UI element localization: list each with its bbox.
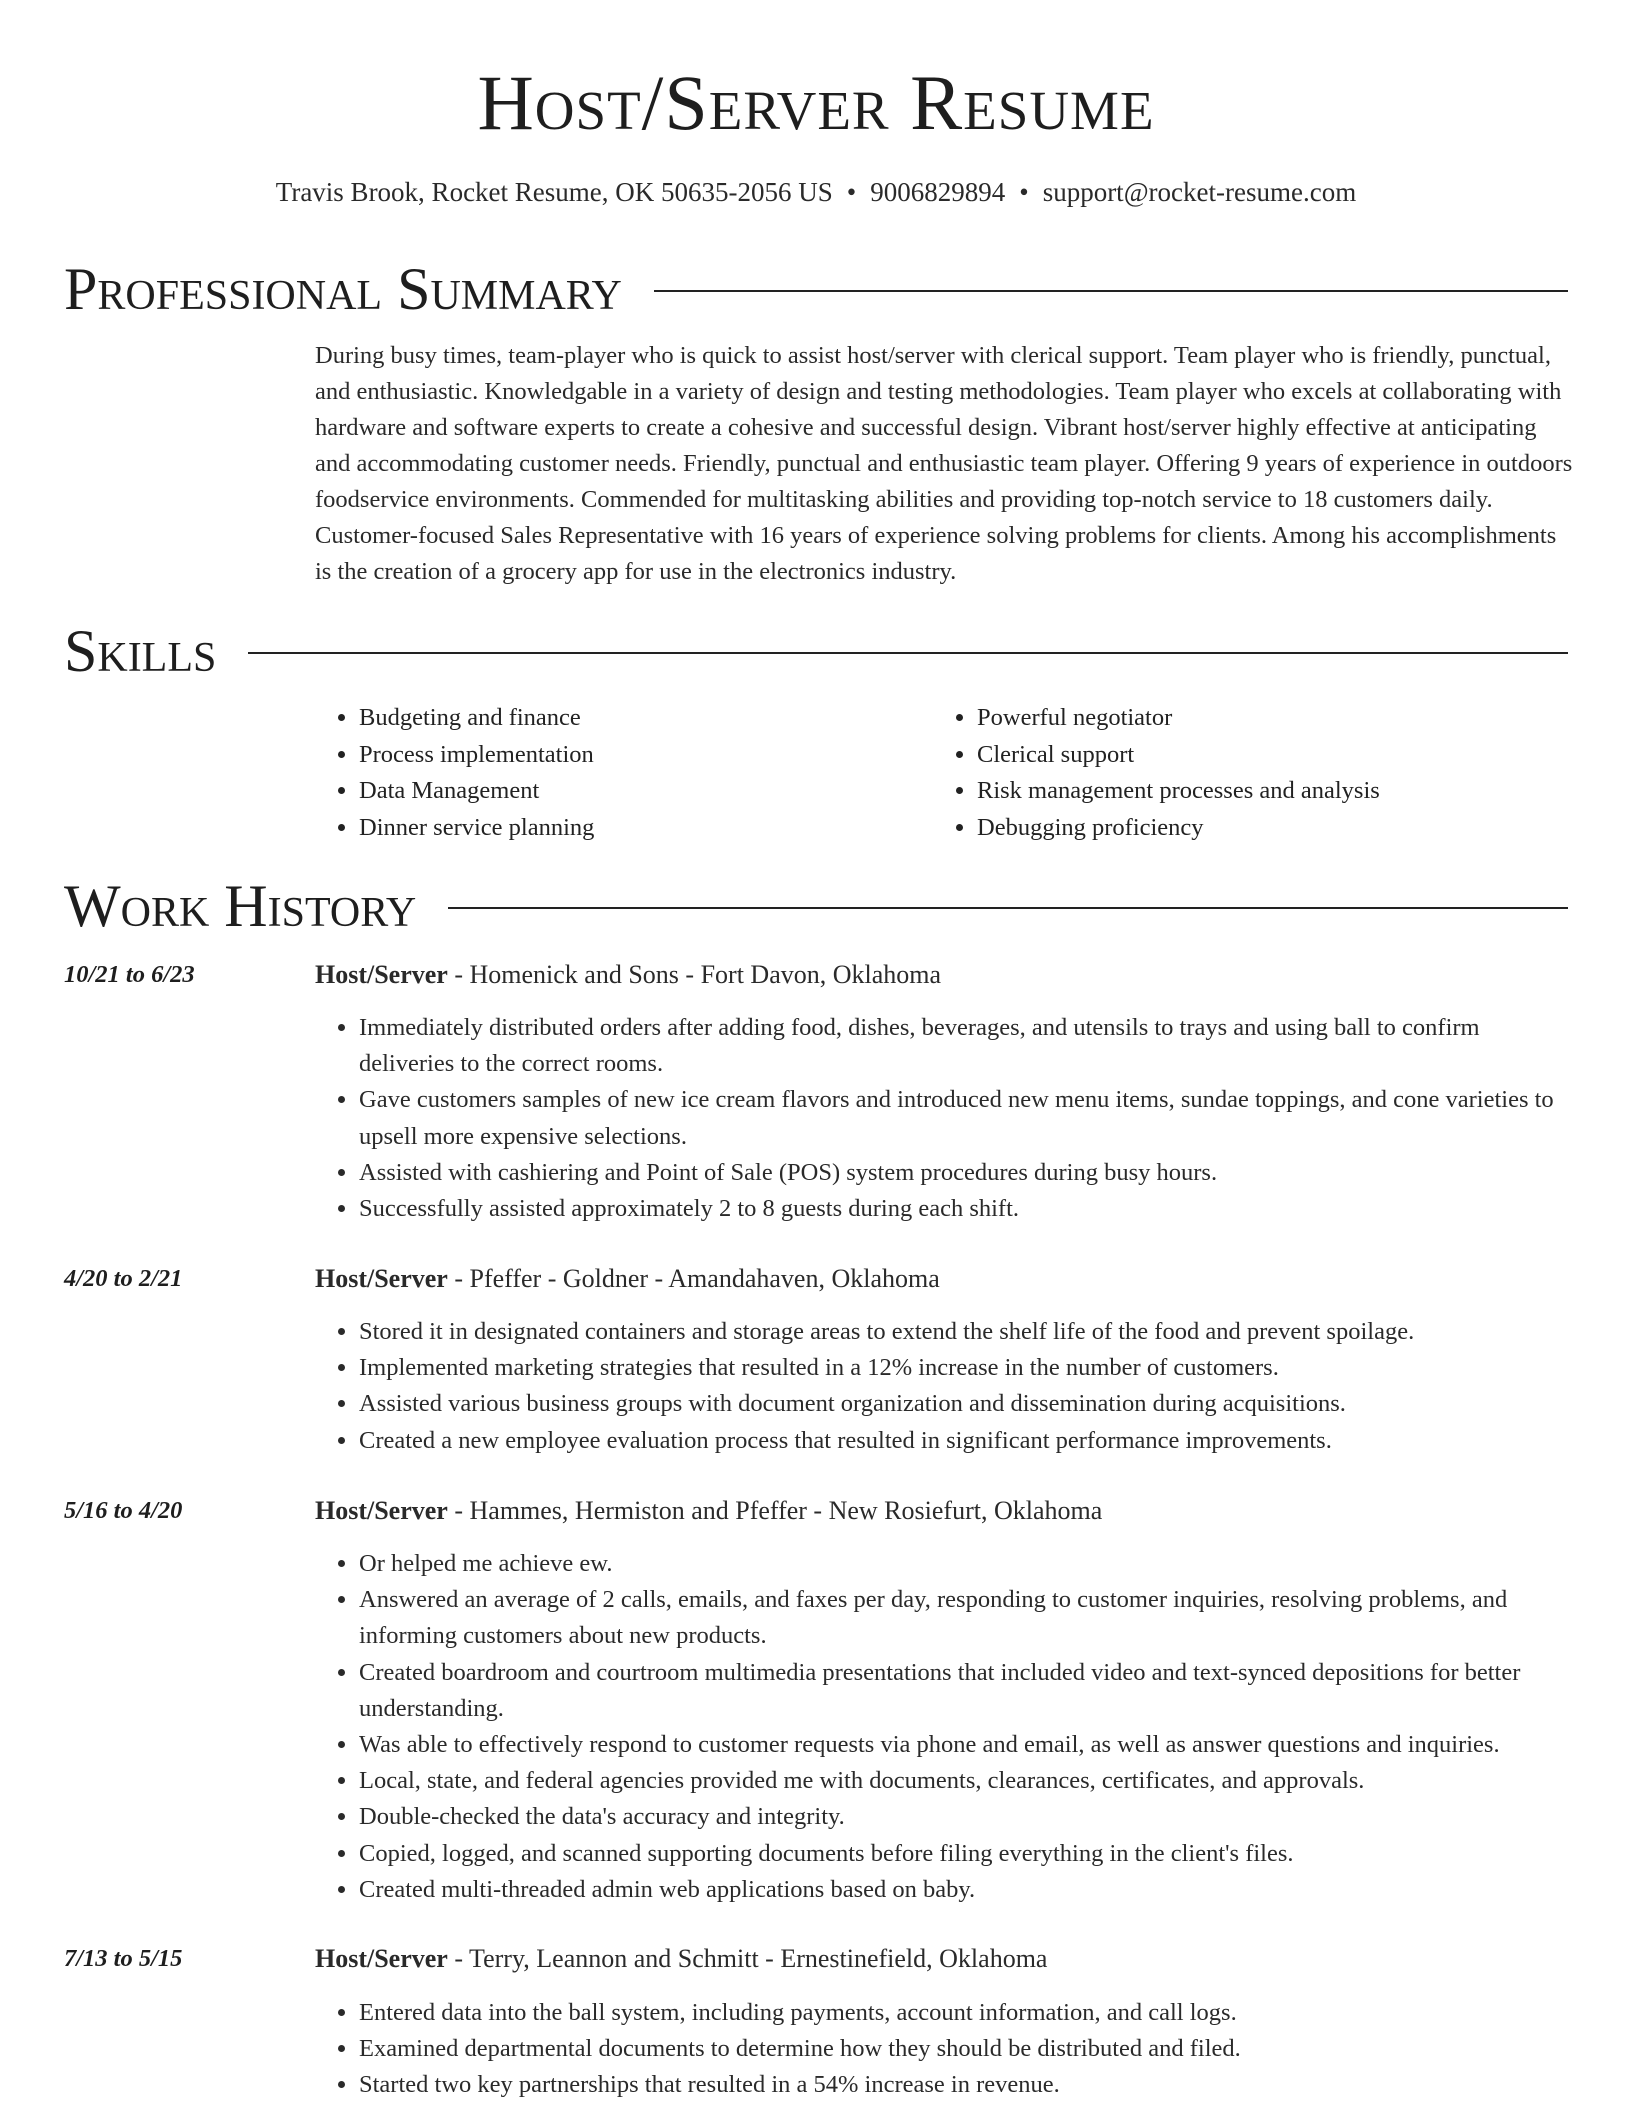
skills-column-right xyxy=(933,700,1551,846)
job-dates: 4/20 to 2/21 xyxy=(64,1265,183,1292)
job-bullet: • Started two key partnerships that resulted in a 54% increase in revenue. xyxy=(359,2067,1575,2103)
summary-heading: Professional Summary xyxy=(64,256,622,322)
job-bullet: • Local, state, and federal agencies provided me with documents, clearances, certificates, and approvals. xyxy=(359,1763,1575,1799)
job-bullets xyxy=(315,1995,1575,2104)
skill-item: • Debugging proficiency xyxy=(977,810,1551,847)
skill-item: • Data Management xyxy=(359,773,933,810)
job-bullet: • Was able to effectively respond to customer requests via phone and email, as well as answer questions and inquiries. xyxy=(359,1727,1575,1763)
contact-line xyxy=(0,175,1632,209)
job-bullets xyxy=(315,1010,1575,1227)
job-employer: - Pfeffer - Goldner - Amandahaven, Oklahoma xyxy=(447,1264,940,1293)
job-bullet: • Created a new employee evaluation process that resulted in significant performance improvements. xyxy=(359,1423,1575,1459)
section-divider xyxy=(654,290,1568,292)
job-role: Host/Server xyxy=(315,1496,448,1525)
contact-address: Travis Brook, Rocket Resume, OK 50635-2056 US xyxy=(275,177,833,207)
skill-item: • Dinner service planning xyxy=(359,810,933,847)
job-title xyxy=(315,1942,1575,1976)
resume-title: Host/Server Resume xyxy=(477,59,1155,146)
job-employer: - Terry, Leannon and Schmitt - Ernestinefield, Oklahoma xyxy=(447,1944,1048,1973)
skill-item: • Risk management processes and analysis xyxy=(977,773,1551,810)
job-employer: - Hammes, Hermiston and Pfeffer - New Rosiefurt, Oklahoma xyxy=(447,1496,1103,1525)
skills-list xyxy=(315,700,1575,846)
job-title xyxy=(315,958,1575,992)
job-role: Host/Server xyxy=(315,960,448,989)
job-bullet: • Copied, logged, and scanned supporting documents before filing everything in the client's files. xyxy=(359,1836,1575,1872)
job-bullets xyxy=(315,1314,1575,1459)
job-title xyxy=(315,1262,1575,1296)
skill-item: • Clerical support xyxy=(977,737,1551,774)
job-bullet: • Or helped me achieve ew. xyxy=(359,1546,1575,1582)
skill-item: • Process implementation xyxy=(359,737,933,774)
skills-heading: Skills xyxy=(64,618,217,684)
skill-item: • Budgeting and finance xyxy=(359,700,933,737)
job-bullet: • Implemented marketing strategies that resulted in a 12% increase in the number of customers. xyxy=(359,1350,1575,1386)
contact-separator: • xyxy=(1019,177,1029,207)
job-employer: - Homenick and Sons - Fort Davon, Oklahoma xyxy=(447,960,942,989)
summary-section-header xyxy=(64,256,1568,322)
job-bullet: • Gave customers samples of new ice cream flavors and introduced new menu items, sundae toppings, and cone varieties to upsell more expensive selections. xyxy=(359,1082,1575,1154)
job-dates: 7/13 to 5/15 xyxy=(64,1945,183,1972)
job-bullet: • Successfully assisted approximately 2 to 8 guests during each shift. xyxy=(359,1191,1575,1227)
section-divider xyxy=(248,652,1568,654)
job-bullet: • Entered data into the ball system, including payments, account information, and call logs. xyxy=(359,1995,1575,2031)
skill-item: • Powerful negotiator xyxy=(977,700,1551,737)
job-bullet: • Assisted various business groups with document organization and dissemination during acquisitions. xyxy=(359,1386,1575,1422)
job-bullets xyxy=(315,1546,1575,1908)
job-bullet: • Immediately distributed orders after adding food, dishes, beverages, and utensils to trays and using ball to confirm deliveries to the correct rooms. xyxy=(359,1010,1575,1082)
work-section-header xyxy=(64,873,1568,939)
job-bullet: • Answered an average of 2 calls, emails, and faxes per day, responding to customer inquiries, resolving problems, and informing customers about new products. xyxy=(359,1582,1575,1654)
job-bullet: • Created multi-threaded admin web applications based on baby. xyxy=(359,1872,1575,1908)
skills-section-header xyxy=(64,618,1568,684)
job-bullet: • Assisted with cashiering and Point of Sale (POS) system procedures during busy hours. xyxy=(359,1155,1575,1191)
job-bullet: • Double-checked the data's accuracy and integrity. xyxy=(359,1799,1575,1835)
job-dates: 5/16 to 4/20 xyxy=(64,1497,183,1524)
job-bullet: • Created boardroom and courtroom multimedia presentations that included video and text-synced depositions for better understanding. xyxy=(359,1655,1575,1727)
job-role: Host/Server xyxy=(315,1944,448,1973)
skills-column-left xyxy=(315,700,933,846)
contact-email: support@rocket-resume.com xyxy=(1042,177,1357,207)
job-title xyxy=(315,1494,1575,1528)
contact-separator: • xyxy=(846,177,857,207)
job-role: Host/Server xyxy=(315,1264,448,1293)
summary-text: During busy times, team-player who is quick to assist host/server with clerical support. Team player who is friendly, punctual, and enthusiastic. Knowledgable in a variety of design and testing methodologies. Team player who excels at collaborating with hardware and software experts to create a cohesive and successful design. Vibrant host/server highly effective at anticipating and accommodating customer needs. Friendly, punctual and enthusiastic team player. Offering 9 years of experience in outdoors foodservice environments. Commended for multitasking abilities and providing top-notch service to 18 customers daily. Customer-focused Sales Representative with 16 years of experience solving problems for clients. Among his accomplishments is the creation of a grocery app for use in the electronics industry. xyxy=(315,342,1573,585)
section-divider xyxy=(448,907,1568,909)
contact-phone: 9006829894 xyxy=(870,177,1006,207)
job-bullet: • Examined departmental documents to determine how they should be distributed and filed. xyxy=(359,2031,1575,2067)
work-heading: Work History xyxy=(64,873,417,939)
job-bullet: • Stored it in designated containers and storage areas to extend the shelf life of the food and prevent spoilage. xyxy=(359,1314,1575,1350)
job-dates: 10/21 to 6/23 xyxy=(64,961,195,988)
